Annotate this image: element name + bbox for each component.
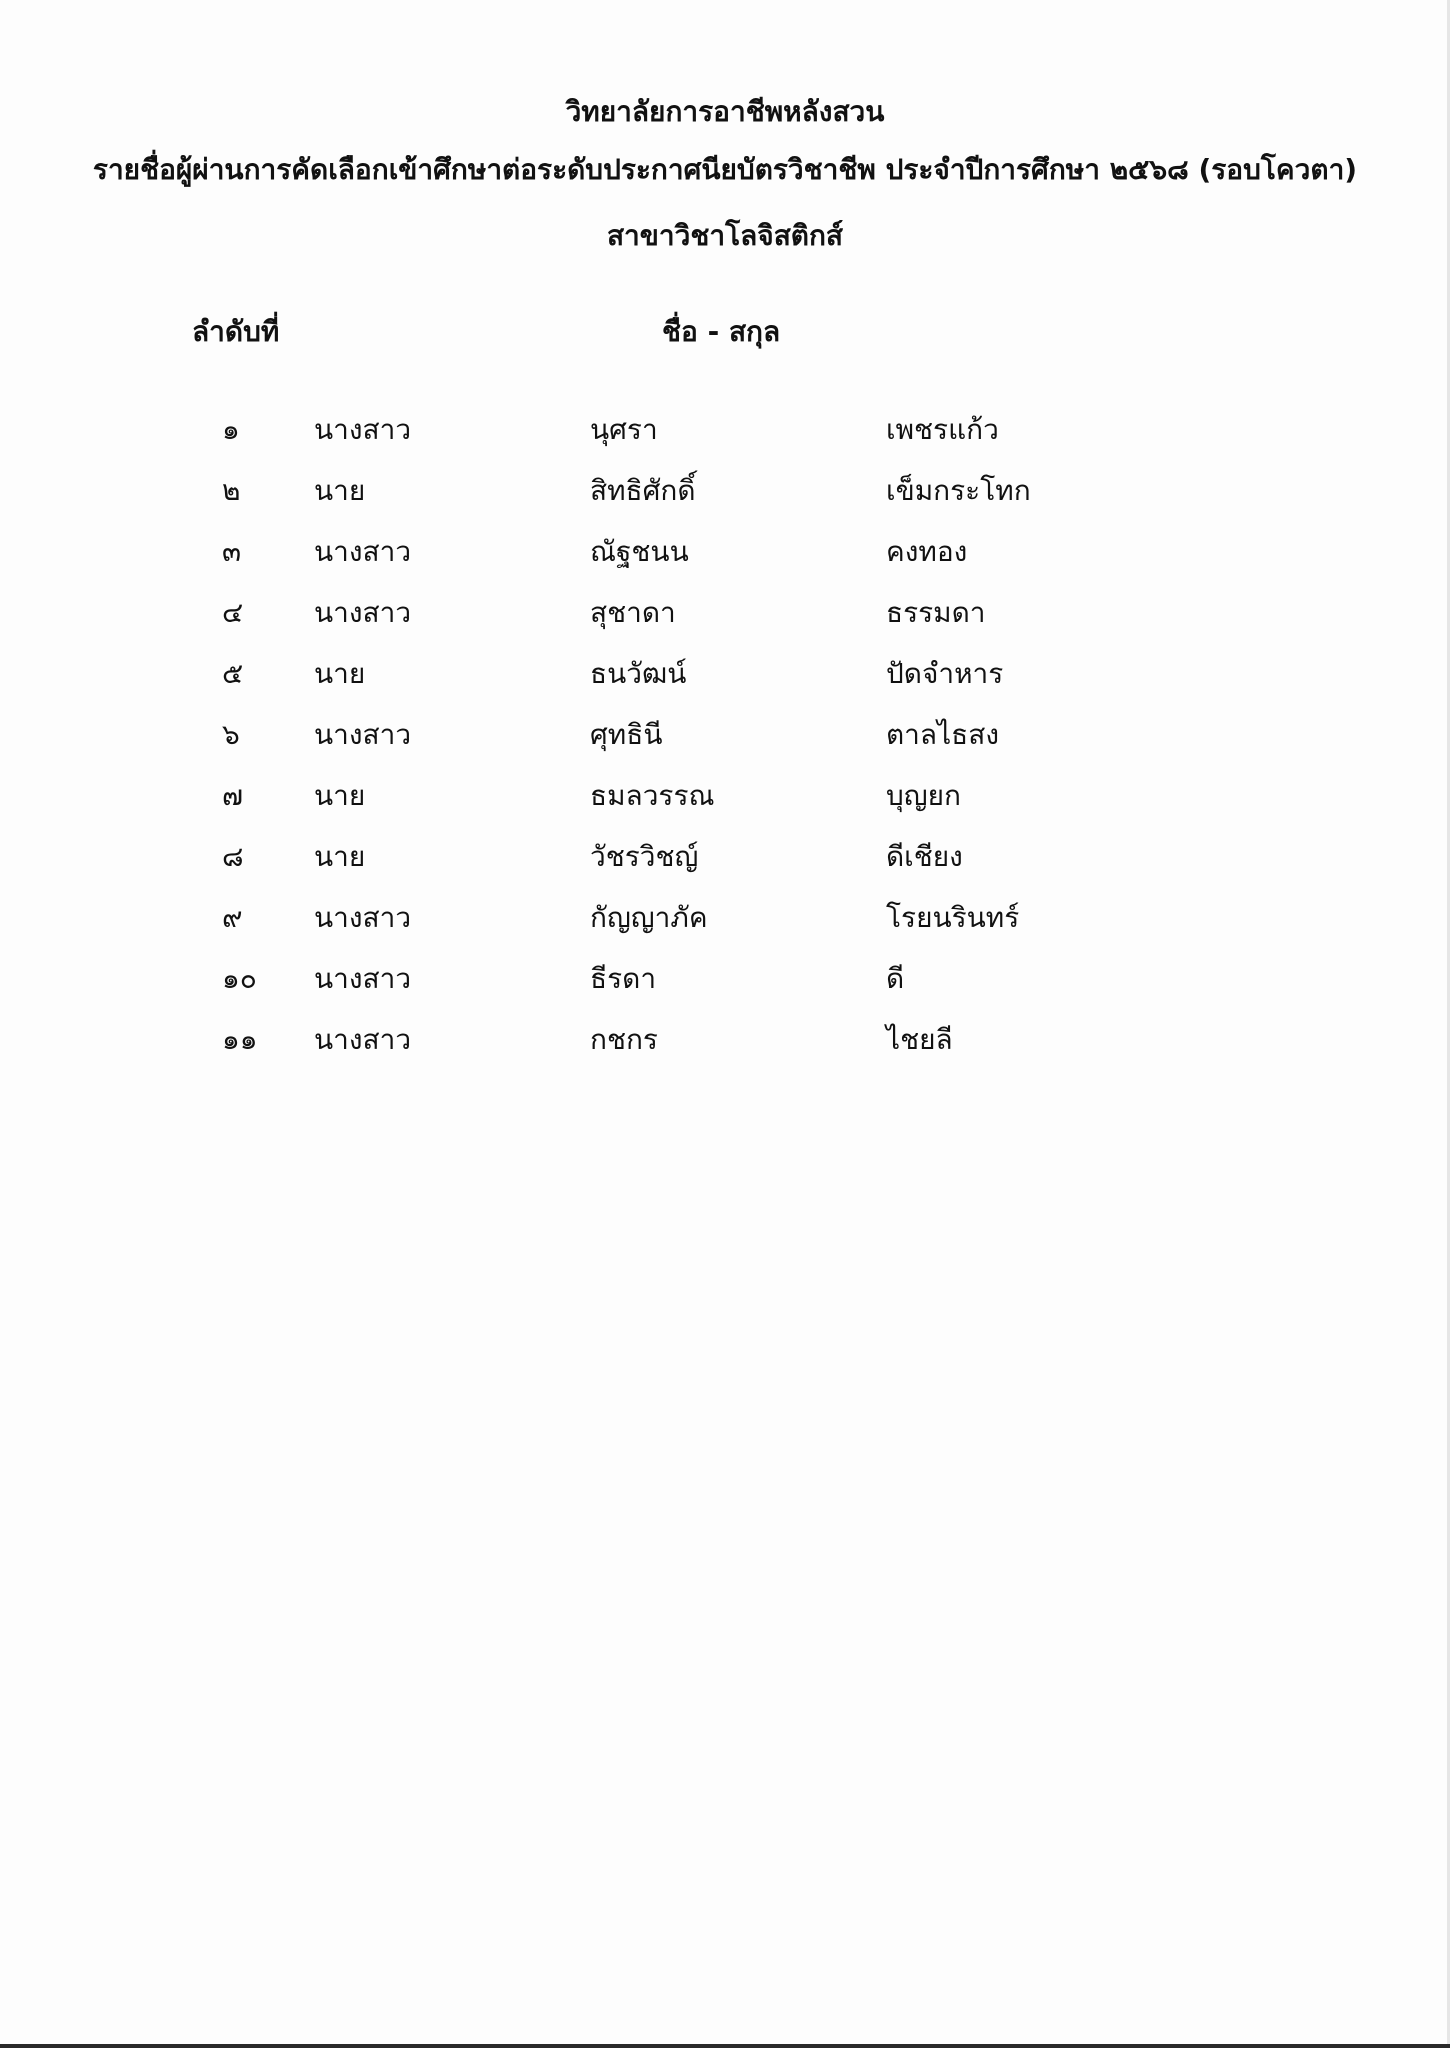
scan-edge-bottom (0, 2044, 1450, 2048)
column-header-number: ลำดับที่ (192, 315, 280, 348)
table-row (0, 471, 1450, 532)
row-last-name: คงทอง (886, 535, 968, 568)
row-number: ๗ (222, 779, 244, 812)
row-last-name: บุญยก (886, 779, 961, 812)
row-first-name: ณัฐชนน (590, 535, 689, 568)
row-first-name: สุชาดา (590, 596, 676, 629)
table-row (0, 532, 1450, 593)
row-last-name: ตาลไธสง (886, 718, 999, 751)
row-title: นาย (314, 779, 366, 812)
row-number: ๖ (222, 718, 240, 751)
row-last-name: เข็มกระโทก (886, 474, 1031, 507)
row-number: ๘ (222, 840, 244, 873)
row-number: ๕ (222, 657, 244, 690)
row-first-name: วัชรวิชญ์ (590, 840, 699, 873)
row-last-name: เพชรแก้ว (886, 413, 999, 446)
row-last-name: ดีเชียง (886, 840, 963, 873)
table-row (0, 593, 1450, 654)
table-row (0, 654, 1450, 715)
row-title: นางสาว (314, 596, 412, 629)
table-row (0, 715, 1450, 776)
row-number: ๑ (222, 413, 240, 446)
row-number: ๑๑ (222, 1023, 258, 1056)
row-title: นางสาว (314, 901, 412, 934)
column-header-name: ชื่อ - สกุล (662, 315, 781, 348)
row-last-name: ธรรมดา (886, 596, 986, 629)
row-title: นางสาว (314, 535, 412, 568)
row-number: ๓ (222, 535, 242, 568)
row-last-name: ไชยลี (886, 1023, 953, 1056)
row-first-name: ธมลวรรณ (590, 779, 715, 812)
row-title: นาย (314, 657, 366, 690)
major-name: สาขาวิชาโลจิสติกส์ (606, 219, 844, 252)
row-last-name: ปัดจำหาร (886, 657, 1004, 690)
row-title: นางสาว (314, 1023, 412, 1056)
row-title: นาย (314, 840, 366, 873)
student-list (0, 410, 1450, 1081)
row-first-name: ธนวัฒน์ (590, 657, 687, 690)
row-first-name: กชกร (590, 1023, 658, 1056)
row-title: นางสาว (314, 962, 412, 995)
table-row (0, 776, 1450, 837)
list-title: รายชื่อผู้ผ่านการคัดเลือกเข้าศึกษาต่อระดับประกาศนียบัตรวิชาชีพ ประจำปีการศึกษา ๒๕๖๘ (รอบโควตา) (92, 153, 1358, 186)
table-row (0, 959, 1450, 1020)
row-title: นางสาว (314, 718, 412, 751)
row-number: ๑๐ (222, 962, 257, 995)
row-last-name: ดี (886, 962, 905, 995)
row-title: นางสาว (314, 413, 412, 446)
row-first-name: ธีรดา (590, 962, 657, 995)
school-name: วิทยาลัยการอาชีพหลังสวน (565, 95, 885, 128)
row-number: ๔ (222, 596, 244, 629)
row-number: ๒ (222, 474, 241, 507)
row-title: นาย (314, 474, 366, 507)
row-first-name: ศุทธินี (590, 718, 663, 751)
table-row (0, 898, 1450, 959)
row-last-name: โรยนรินทร์ (886, 901, 1020, 934)
row-first-name: นุศรา (590, 413, 658, 446)
table-row (0, 837, 1450, 898)
table-row (0, 410, 1450, 471)
row-first-name: สิทธิศักดิ์ (590, 474, 696, 507)
row-number: ๙ (222, 901, 243, 934)
table-row (0, 1020, 1450, 1081)
row-first-name: กัญญาภัค (590, 901, 708, 934)
